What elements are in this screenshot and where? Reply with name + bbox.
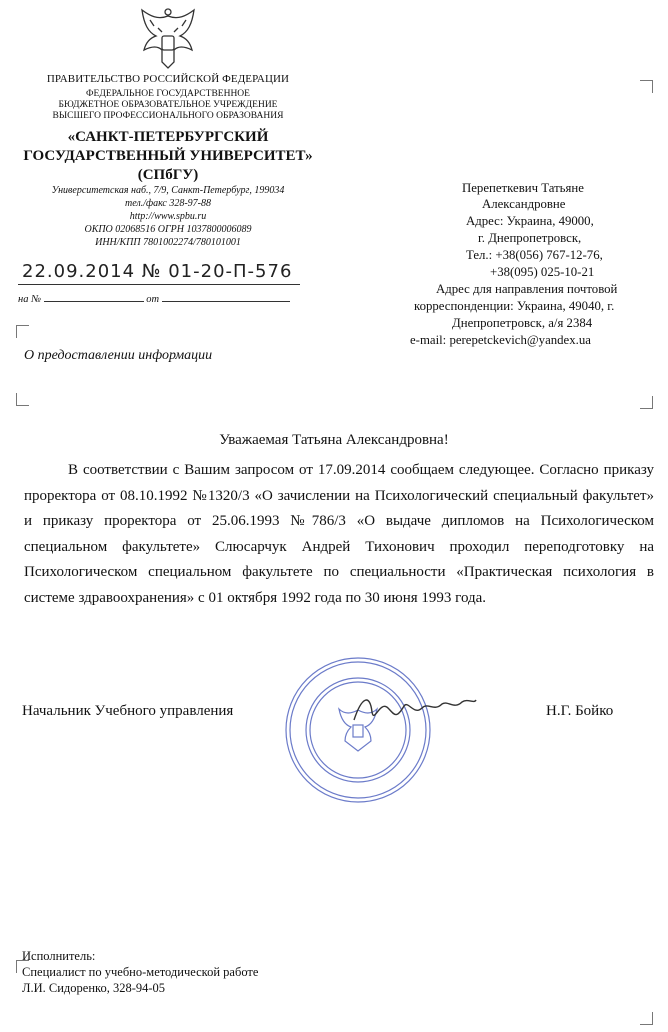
institution-type-line-3: ВЫСШЕГО ПРОФЕССИОНАЛЬНОГО ОБРАЗОВАНИЯ bbox=[52, 111, 284, 121]
coat-of-arms-icon bbox=[128, 6, 208, 72]
signatory-name: Н.Г. Бойко bbox=[546, 703, 614, 719]
reference-line bbox=[18, 294, 308, 305]
addressee-line: e-mail: perepetckevich@yandex.ua bbox=[410, 333, 591, 347]
university-codes-1: ОКПО 02068516 ОГРН 1037800006089 bbox=[84, 224, 252, 235]
university-codes-2: ИНН/КПП 7801002274/780101001 bbox=[95, 237, 241, 248]
handwritten-signature bbox=[350, 690, 480, 730]
addressee-line: г. Днепропетровск, bbox=[478, 231, 582, 245]
official-stamp bbox=[283, 655, 433, 805]
addressee-line: Перепеткевич Татьяне bbox=[462, 181, 584, 195]
university-name-line-1: «САНКТ-ПЕТЕРБУРГСКИЙ bbox=[67, 129, 269, 145]
handwritten-reference: 22.09.2014 № 01-20-П-576 bbox=[22, 261, 293, 282]
addressee-line: Днепропетровск, а/я 2384 bbox=[452, 316, 593, 330]
university-abbr: (СПбГУ) bbox=[137, 167, 199, 183]
university-website: http://www.spbu.ru bbox=[129, 211, 207, 222]
reference-underline bbox=[18, 284, 300, 285]
university-address: Университетская наб., 7/9, Санкт-Петербург, 199034 bbox=[51, 185, 285, 196]
addressee-line: Адрес для направления почтовой bbox=[436, 282, 618, 296]
addressee-line: Александровне bbox=[482, 197, 566, 211]
corner-mark-bottom-left bbox=[16, 393, 29, 406]
salutation: Уважаемая Татьяна Александровна! bbox=[219, 432, 449, 448]
institution-type-line-1: ФЕДЕРАЛЬНОЕ ГОСУДАРСТВЕННОЕ bbox=[86, 89, 250, 99]
corner-mark-top-left bbox=[16, 325, 29, 338]
executor-position: Специалист по учебно-методической работе bbox=[22, 965, 259, 979]
addressee-line: Адрес: Украина, 49000, bbox=[466, 214, 594, 228]
na-no-label: на № bbox=[18, 294, 41, 305]
addressee-line: корреспонденции: Украина, 49040, г. bbox=[414, 299, 615, 313]
corner-mark-top-right bbox=[640, 80, 653, 93]
signatory-title: Начальник Учебного управления bbox=[22, 703, 234, 719]
university-phone: тел./факс 328-97-88 bbox=[124, 198, 212, 209]
institution-type-line-2: БЮДЖЕТНОЕ ОБРАЗОВАТЕЛЬНОЕ УЧРЕЖДЕНИЕ bbox=[58, 100, 278, 110]
university-name-line-2: ГОСУДАРСТВЕННЫЙ УНИВЕРСИТЕТ» bbox=[23, 148, 313, 164]
corner-mark-bottom-right bbox=[640, 396, 653, 409]
letter-subject: О предоставлении информации bbox=[24, 348, 213, 363]
government-header: ПРАВИТЕЛЬСТВО РОССИЙСКОЙ ФЕДЕРАЦИИ bbox=[46, 73, 290, 85]
ot-label: от bbox=[146, 294, 160, 305]
addressee-line: +38(095) 025-10-21 bbox=[490, 265, 595, 279]
executor-label: Исполнитель: bbox=[22, 949, 96, 963]
letter-body: В соответствии с Вашим запросом от 17.09.2014 сообщаем следующее. Согласно приказу проректора от 08.10.1992 №1320/3 «О зачислении на Психологический специальный факультет» и приказу проректора от 25.06.1993 №786/3 «О выдаче дипломов на Психологическом специальном факультете» Слюсарчук Андрей Тихонович проходил переподготовку на Психологическом специальном факультете по специальности «Практическая психология в системе здравоохранения» с 01 октября 1992 года по 30 июня 1993 года. bbox=[24, 462, 654, 606]
corner-mark-footer-right bbox=[640, 1012, 653, 1025]
executor-name-phone: Л.И. Сидоренко, 328-94-05 bbox=[22, 981, 166, 995]
addressee-line: Тел.: +38(056) 767-12-76, bbox=[466, 248, 603, 262]
